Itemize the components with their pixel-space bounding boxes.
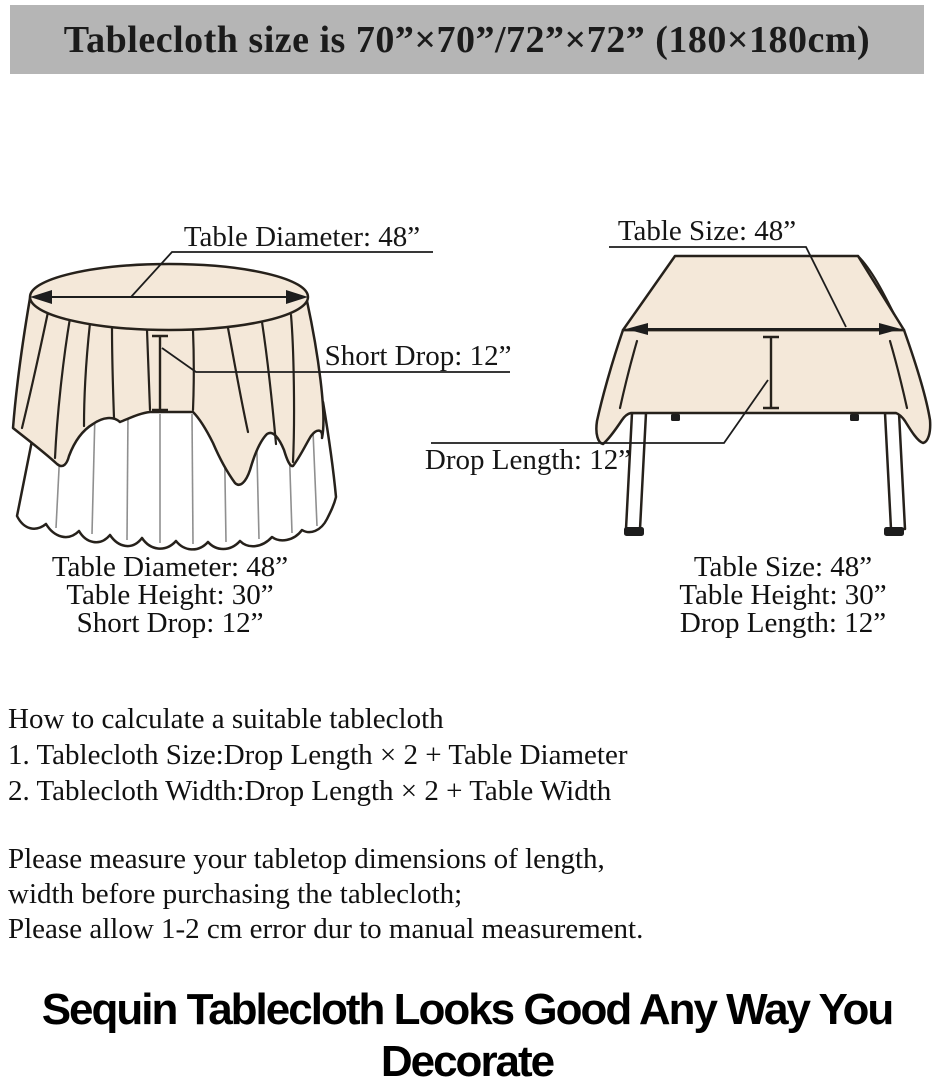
spec-line: Drop Length: 12” xyxy=(679,607,887,639)
calculation-item: 2. Tablecloth Width:Drop Length × 2 + Table Width xyxy=(8,775,612,807)
size-banner xyxy=(10,5,924,74)
drop-length-label: Drop Length: 12” xyxy=(424,444,632,476)
footer-headline: Sequin Tablecloth Looks Good Any Way You Decorate xyxy=(41,985,893,1086)
table-diameter-label: Table Diameter: 48” xyxy=(183,221,421,253)
rect-tabletop xyxy=(623,256,904,330)
measurement-notes xyxy=(8,842,643,947)
apron-bolt xyxy=(671,414,680,421)
round-table-diagram xyxy=(13,221,511,549)
spec-line: Table Diameter: 48” xyxy=(51,551,289,583)
rect-table-diagram xyxy=(425,215,930,536)
note-line: Please measure your tabletop dimensions of length, xyxy=(8,843,605,875)
table-legs xyxy=(624,413,905,536)
calculation-item: 1. Tablecloth Size:Drop Length × 2 + Table Diameter xyxy=(8,739,628,771)
size-banner-text: Tablecloth size is 70”×70”/72”×72” (180×180cm) xyxy=(63,18,871,61)
spec-line: Table Height: 30” xyxy=(679,579,887,611)
rect-table-specs xyxy=(613,553,934,637)
note-line: width before purchasing the tablecloth; xyxy=(8,878,463,910)
spec-line: Short Drop: 12” xyxy=(76,607,264,639)
spec-line: Table Size: 48” xyxy=(693,551,873,583)
calculation-section xyxy=(8,701,628,809)
spec-line: Table Height: 30” xyxy=(66,579,274,611)
tablecloth-size-diagram xyxy=(0,195,934,555)
short-drop-label: Short Drop: 12” xyxy=(324,340,512,372)
note-line: Please allow 1-2 cm error dur to manual measurement. xyxy=(8,913,644,945)
round-table-specs xyxy=(0,553,340,637)
calculation-heading: How to calculate a suitable tablecloth xyxy=(8,703,444,735)
table-size-label: Table Size: 48” xyxy=(617,215,797,247)
leg-foot xyxy=(884,527,904,536)
apron-bolt xyxy=(850,414,859,421)
leg-foot xyxy=(624,527,644,536)
